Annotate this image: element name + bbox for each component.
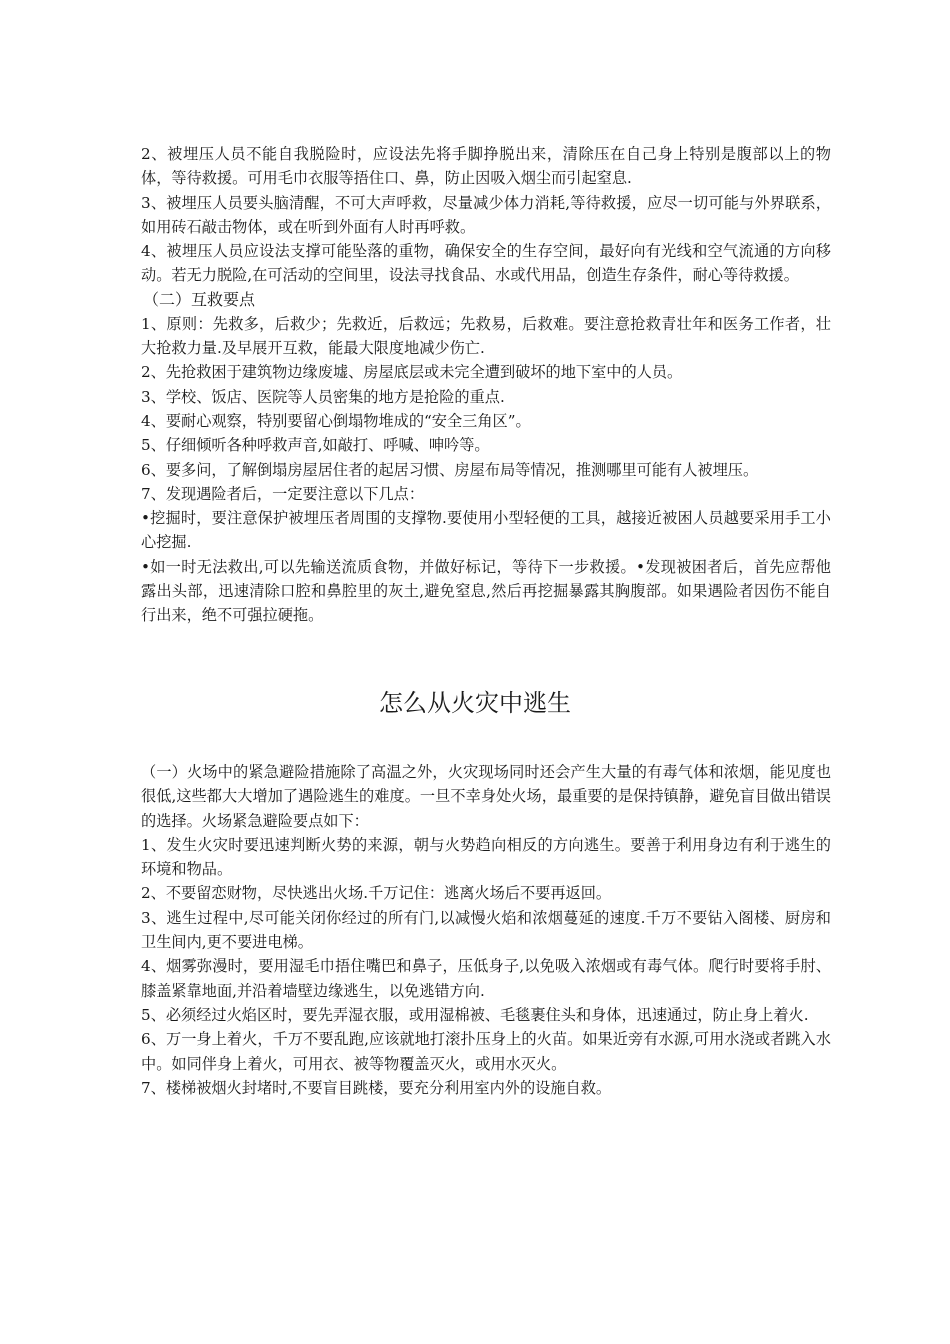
fire-item-5: 5、必须经过火焰区时，要先弄湿衣服，或用湿棉被、毛毯裹住头和身体，迅速通过，防止身上着火. <box>141 1005 809 1024</box>
fire-item-3: 3、逃生过程中,尽可能关闭你经过的所有门,以减慢火焰和浓烟蔓延的速度.千万不要钻入阁楼、厨房和卫生间内,更不要进电梯。 <box>141 908 831 952</box>
fire-escape-section <box>141 760 831 1100</box>
mutual-rescue-item-2: 2、先抢救困于建筑物边缘废墟、房屋底层或未完全遭到破坏的地下室中的人员。 <box>141 363 683 382</box>
fire-item-2: 2、不要留恋财物，尽快逃出火场.千万记住：逃离火场后不要再返回。 <box>141 884 612 903</box>
bullet-digging: •挖掘时，要注意保护被埋压者周围的支撑物.要使用小型轻便的工具，越接近被困人员越要采用手工小心挖掘. <box>141 509 831 552</box>
fire-intro: （一）火场中的紧急避险措施除了高温之外，火灾现场同时还会产生大量的有毒气体和浓烟，能见度也很低,这些都大大增加了遇险逃生的难度。一旦不幸身处火场，最重要的是保持镇静，避免盲目做出错误的选择。火场紧急避险要点如下： <box>141 763 831 830</box>
fire-item-1: 1、发生火灾时要迅速判断火势的来源，朝与火势趋向相反的方向逃生。要善于利用身边有利于逃生的环境和物品。 <box>141 835 831 879</box>
fire-item-6: 6、万一身上着火，千万不要乱跑,应该就地打滚扑压身上的火苗。如果近旁有水源,可用水浇或者跳入水中。如同伴身上着火，可用衣、被等物覆盖灭火，或用水灭火。 <box>141 1030 831 1073</box>
self-rescue-item-3: 3、被埋压人员要头脑清醒，不可大声呼救，尽量减少体力消耗,等待救援，应尽一切可能与外界联系，如用砖石敲击物体，或在听到外面有人时再呼救。 <box>141 193 831 236</box>
fire-item-4: 4、烟雾弥漫时，要用湿毛巾捂住嘴巴和鼻子，压低身子,以免吸入浓烟或有毒气体。爬行时要将手肘、膝盖紧靠地面,并沿着墙壁边缘逃生，以免逃错方向. <box>141 957 831 1000</box>
page-title: 怎么从火灾中逃生 <box>379 689 571 717</box>
earthquake-rescue-section <box>141 142 831 628</box>
mutual-rescue-item-5: 5、仔细倾听各种呼救声音,如敲打、呼喊、呻吟等。 <box>141 436 490 455</box>
fire-item-7: 7、楼梯被烟火封堵时,不要盲目跳楼，要充分利用室内外的设施自救。 <box>141 1078 612 1097</box>
self-rescue-item-2: 2、被埋压人员不能自我脱险时，应设法先将手脚挣脱出来，清除压在自己身上特别是腹部以上的物体，等待救援。可用毛巾衣服等捂住口、鼻，防止因吸入烟尘而引起窒息. <box>141 145 831 188</box>
mutual-rescue-item-4: 4、要耐心观察，特别要留心倒塌物堆成的“安全三角区”。 <box>141 411 531 430</box>
mutual-rescue-item-7: 7、发现遇险者后，一定要注意以下几点： <box>141 484 425 503</box>
self-rescue-item-4: 4、被埋压人员应设法支撑可能坠落的重物，确保安全的生存空间，最好向有光线和空气流通的方向移动。若无力脱险,在可活动的空间里，设法寻找食品、水或代用品，创造生存条件，耐心等待救援。 <box>141 242 831 285</box>
bullet-feeding: •如一时无法救出,可以先输送流质食物，并做好标记，等待下一步救援。•发现被困者后，首先应帮他露出头部，迅速清除口腔和鼻腔里的灰土,避免窒息,然后再挖掘暴露其胸腹部。如果遇险者因伤不能自行出来，绝不可强拉硬拖。 <box>141 557 831 625</box>
mutual-rescue-item-3: 3、学校、饭店、医院等人员密集的地方是抢险的重点. <box>141 387 505 406</box>
mutual-rescue-item-6: 6、要多问，了解倒塌房屋居住者的起居习惯、房屋布局等情况，推测哪里可能有人被埋压。 <box>141 460 759 479</box>
mutual-rescue-item-1: 1、原则：先救多，后救少；先救近，后救远；先救易，后救难。要注意抢救青壮年和医务工作者，壮大抢救力量.及早展开互救，能最大限度地减少伤亡. <box>141 314 831 358</box>
mutual-rescue-heading: （二）互救要点 <box>143 289 256 309</box>
